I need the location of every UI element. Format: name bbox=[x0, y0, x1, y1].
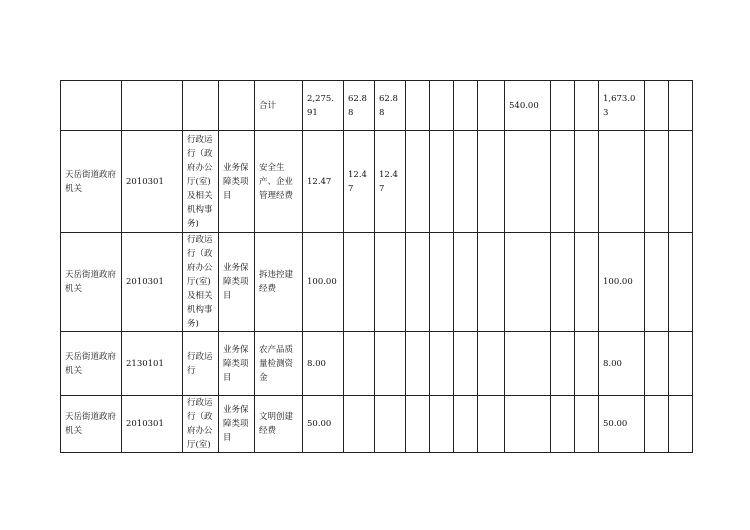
amount-cell bbox=[430, 396, 454, 453]
amount-cell: 100.00 bbox=[599, 233, 645, 332]
amount-cell bbox=[551, 396, 575, 453]
amount-cell bbox=[344, 332, 375, 396]
function-category-cell bbox=[183, 81, 219, 131]
amount-cell bbox=[375, 233, 406, 332]
function-category-cell: 行政运行（政府办公厅(室)及相关机构事务) bbox=[183, 131, 219, 233]
project-type-cell: 业务保障类项目 bbox=[219, 131, 255, 233]
amount-cell bbox=[669, 233, 693, 332]
project-type-cell: 业务保障类项目 bbox=[219, 233, 255, 332]
amount-cell bbox=[406, 396, 430, 453]
amount-cell bbox=[375, 332, 406, 396]
function-code-cell: 2010301 bbox=[122, 396, 183, 453]
function-category-cell: 行政运行 bbox=[183, 332, 219, 396]
table-row bbox=[61, 131, 693, 233]
amount-cell bbox=[551, 81, 575, 131]
amount-cell: 100.00 bbox=[303, 233, 344, 332]
project-type-cell: 业务保障类项目 bbox=[219, 332, 255, 396]
unit-cell: 天岳街道政府机关 bbox=[61, 131, 122, 233]
amount-cell: 12.47 bbox=[375, 131, 406, 233]
unit-cell bbox=[61, 81, 122, 131]
table-row bbox=[61, 233, 693, 332]
amount-cell bbox=[551, 332, 575, 396]
amount-cell bbox=[454, 233, 478, 332]
table-row bbox=[61, 396, 693, 453]
amount-cell: 2,275.91 bbox=[303, 81, 344, 131]
amount-cell bbox=[505, 131, 551, 233]
amount-cell bbox=[669, 332, 693, 396]
amount-cell bbox=[551, 131, 575, 233]
amount-cell bbox=[645, 396, 669, 453]
amount-cell bbox=[454, 332, 478, 396]
project-name-cell: 安全生产、企业管理经费 bbox=[255, 131, 303, 233]
amount-cell bbox=[478, 81, 505, 131]
amount-cell bbox=[575, 396, 599, 453]
amount-cell bbox=[645, 131, 669, 233]
amount-cell bbox=[645, 81, 669, 131]
amount-cell bbox=[430, 81, 454, 131]
amount-cell bbox=[406, 233, 430, 332]
amount-cell: 50.00 bbox=[303, 396, 344, 453]
amount-cell bbox=[478, 131, 505, 233]
amount-cell bbox=[575, 332, 599, 396]
table-row bbox=[61, 332, 693, 396]
project-type-cell: 业务保障类项目 bbox=[219, 396, 255, 453]
amount-cell bbox=[344, 233, 375, 332]
amount-cell: 8.00 bbox=[599, 332, 645, 396]
table-row bbox=[61, 81, 693, 131]
amount-cell bbox=[505, 233, 551, 332]
amount-cell bbox=[406, 81, 430, 131]
amount-cell bbox=[599, 131, 645, 233]
amount-cell bbox=[669, 131, 693, 233]
project-name-cell: 合计 bbox=[255, 81, 303, 131]
amount-cell bbox=[505, 332, 551, 396]
table-body bbox=[61, 81, 693, 453]
amount-cell bbox=[645, 233, 669, 332]
amount-cell bbox=[575, 81, 599, 131]
function-code-cell: 2130101 bbox=[122, 332, 183, 396]
amount-cell bbox=[645, 332, 669, 396]
amount-cell bbox=[478, 233, 505, 332]
amount-cell: 12.47 bbox=[344, 131, 375, 233]
amount-cell bbox=[505, 396, 551, 453]
amount-cell: 1,673.03 bbox=[599, 81, 645, 131]
amount-cell bbox=[375, 396, 406, 453]
amount-cell bbox=[478, 396, 505, 453]
amount-cell: 12.47 bbox=[303, 131, 344, 233]
amount-cell bbox=[575, 233, 599, 332]
unit-cell: 天岳街道政府机关 bbox=[61, 396, 122, 453]
amount-cell bbox=[454, 131, 478, 233]
amount-cell bbox=[430, 332, 454, 396]
project-name-cell: 文明创建经费 bbox=[255, 396, 303, 453]
function-category-cell: 行政运行（政府办公厅(室) bbox=[183, 396, 219, 453]
amount-cell: 62.88 bbox=[375, 81, 406, 131]
amount-cell bbox=[406, 131, 430, 233]
amount-cell: 540.00 bbox=[505, 81, 551, 131]
amount-cell bbox=[454, 396, 478, 453]
project-name-cell: 农产品质量检测资金 bbox=[255, 332, 303, 396]
amount-cell: 50.00 bbox=[599, 396, 645, 453]
amount-cell bbox=[430, 131, 454, 233]
amount-cell bbox=[478, 332, 505, 396]
amount-cell bbox=[406, 332, 430, 396]
amount-cell bbox=[669, 396, 693, 453]
amount-cell bbox=[430, 233, 454, 332]
function-code-cell: 2010301 bbox=[122, 233, 183, 332]
budget-table bbox=[60, 80, 693, 453]
unit-cell: 天岳街道政府机关 bbox=[61, 233, 122, 332]
amount-cell bbox=[551, 233, 575, 332]
amount-cell: 62.88 bbox=[344, 81, 375, 131]
function-code-cell bbox=[122, 81, 183, 131]
amount-cell bbox=[575, 131, 599, 233]
project-type-cell bbox=[219, 81, 255, 131]
amount-cell bbox=[454, 81, 478, 131]
function-code-cell: 2010301 bbox=[122, 131, 183, 233]
unit-cell: 天岳街道政府机关 bbox=[61, 332, 122, 396]
amount-cell: 8.00 bbox=[303, 332, 344, 396]
function-category-cell: 行政运行（政府办公厅(室)及相关机构事务) bbox=[183, 233, 219, 332]
amount-cell bbox=[344, 396, 375, 453]
amount-cell bbox=[669, 81, 693, 131]
project-name-cell: 拆违控建经费 bbox=[255, 233, 303, 332]
